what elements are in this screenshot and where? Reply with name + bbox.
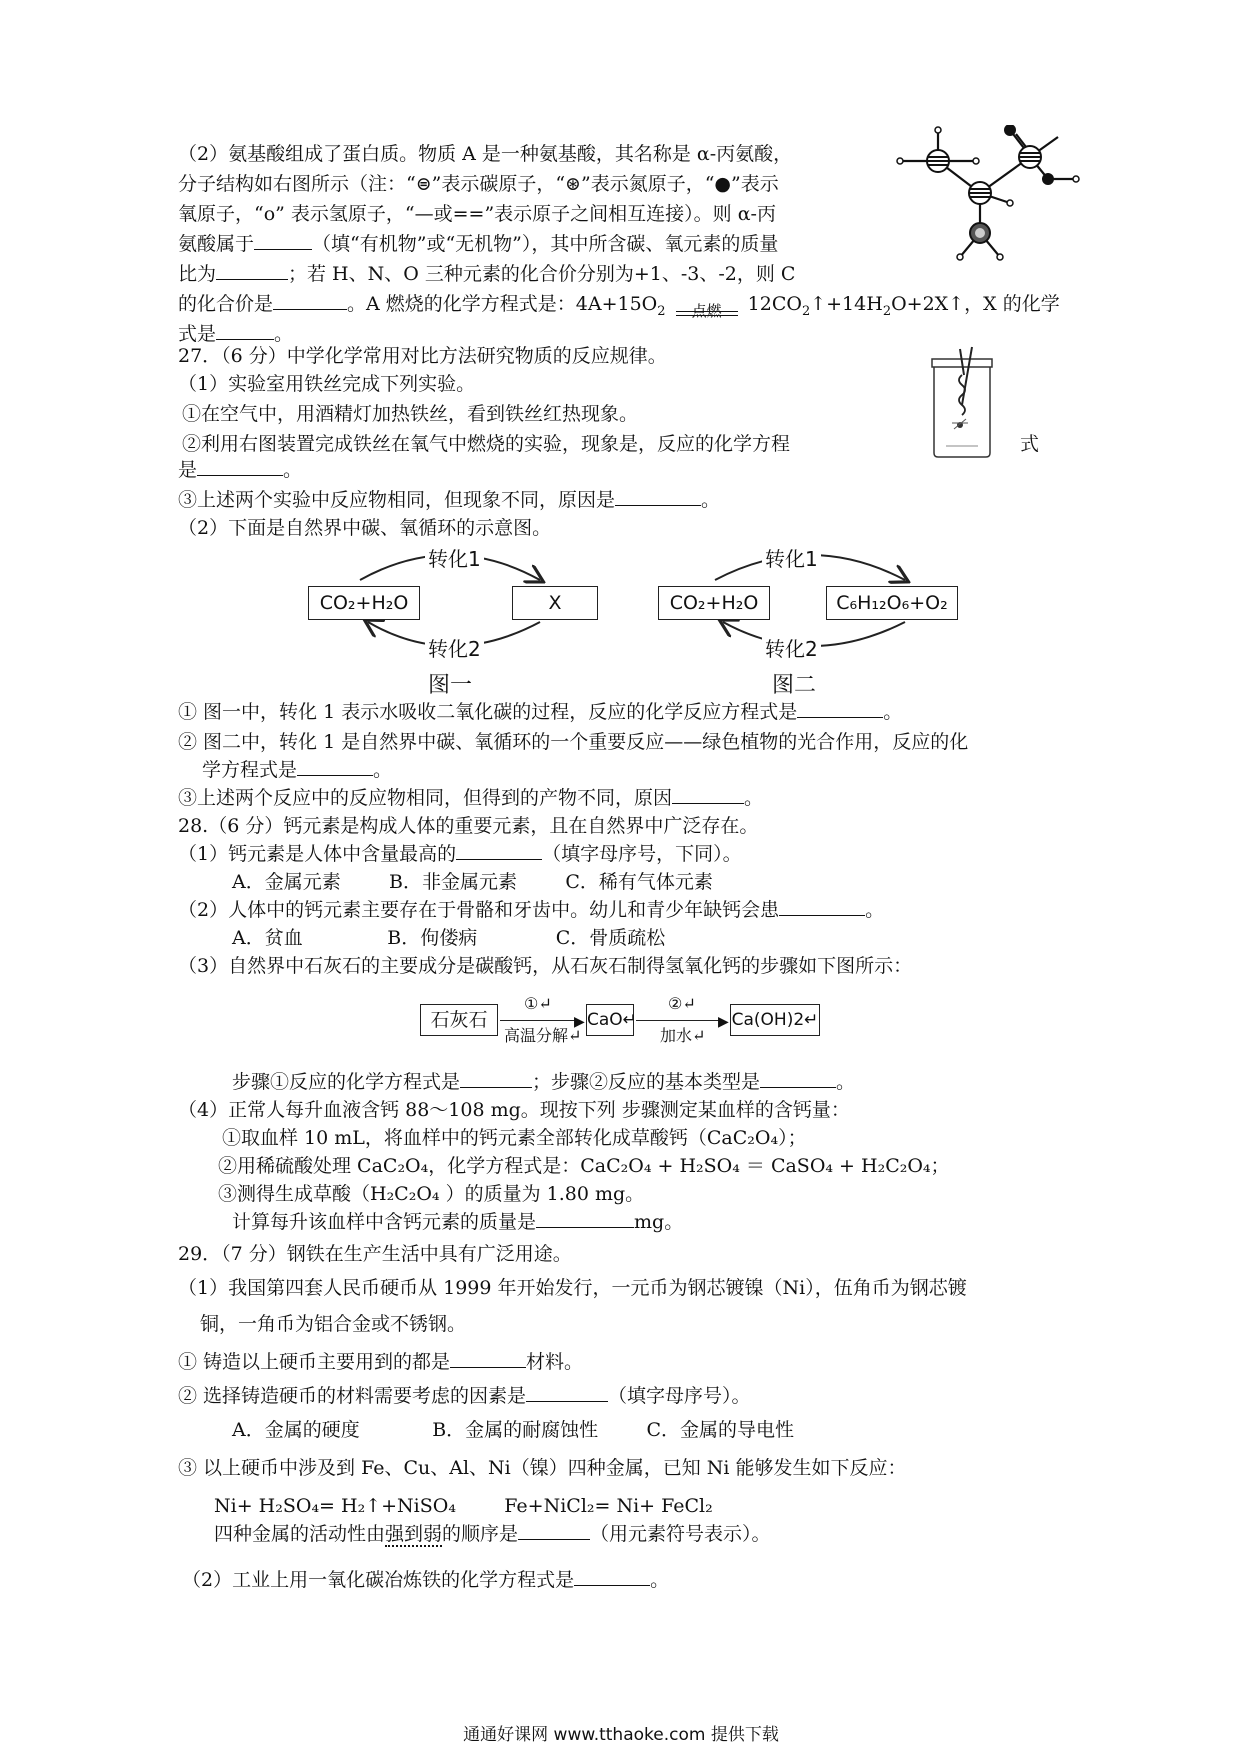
q28-p3-steps-a: 步骤①反应的化学方程式是 xyxy=(232,1071,461,1093)
arrow-right-icon: ▶ xyxy=(718,1014,729,1030)
answer-blank[interactable] xyxy=(456,841,542,860)
q29-s1-a: ① 铸造以上硬币主要用到的都是 xyxy=(178,1351,451,1373)
hydrogen-atom-icon xyxy=(957,254,963,260)
q27-s2b-a: 学方程式是 xyxy=(202,759,298,781)
equal-line-top xyxy=(676,311,738,312)
q27-s2: ② 图二中，转化 1 是自然界中碳、氧循环的一个重要反应——绿色植物的光合作用，反应的化 xyxy=(178,731,969,753)
q28-head: 28.（6 分）钙元素是构成人体的重要元素，且在自然界中广泛存在。 xyxy=(178,815,759,837)
q26-line5-b: ；若 H、N、O 三种元素的化合价分别为+1、-3、-2，则 C xyxy=(288,263,796,285)
flow-box-caoh2: Ca(OH)2↵ xyxy=(730,1004,820,1036)
q26-line4-a: 氨酸属于 xyxy=(178,233,255,255)
flow-box-cao: CaO↵ xyxy=(586,1004,634,1036)
q29-s1-b: 材料。 xyxy=(526,1351,584,1373)
q26-line4-b: （填“有机物”或“无机物”），其中所含碳、氧元素的质量 xyxy=(312,233,779,255)
q26-line6-e: ↑+14H xyxy=(810,293,883,315)
carbon-atom-icon xyxy=(969,182,991,204)
q29-s2 xyxy=(178,1383,751,1409)
answer-blank[interactable] xyxy=(672,785,744,804)
q28-p1 xyxy=(178,841,742,867)
q27-p1c-a: ③上述两个实验中反应物相同，但现象不同，原因是 xyxy=(178,489,616,511)
q27-s1-b: 。 xyxy=(883,701,903,723)
flow-step1-top: ①↵ xyxy=(524,994,552,1013)
q27-p1b-tail: 式 xyxy=(1020,433,1040,455)
q28-p4: （4）正常人每升血液含钙 88～108 mg。现按下列 步骤测定某血样的含钙量： xyxy=(178,1099,850,1121)
q27-s1 xyxy=(178,699,902,725)
answer-blank[interactable] xyxy=(779,897,865,916)
q29-s2-options: A．金属的硬度 B．金属的耐腐蚀性 C．金属的导电性 xyxy=(232,1419,795,1441)
q29-p2-a: （2）工业上用一氧化碳冶炼铁的化学方程式是 xyxy=(182,1569,575,1591)
carbon-atom-icon xyxy=(927,150,949,172)
q28-p3: （3）自然界中石灰石的主要成分是碳酸钙，从石灰石制得氢氧化钙的步骤如下图所示： xyxy=(178,955,913,977)
q28-p2 xyxy=(178,897,884,923)
carbon-atom-icon xyxy=(1019,146,1041,168)
q28-p4d-b: mg。 xyxy=(634,1211,684,1233)
flow-step2-bottom: 加水↵ xyxy=(660,1026,706,1045)
q26-line3: 氧原子，“o” 表示氢原子，“—或==”表示原子之间相互连接）。则 α-丙 xyxy=(178,203,776,225)
flow-step1-bottom: 高温分解↵ xyxy=(504,1026,582,1045)
q29-p2 xyxy=(182,1567,669,1593)
q26-line6-f: O+2X↑，X 的化学 xyxy=(891,293,1060,315)
q27-p1: （1）实验室用铁丝完成下列实验。 xyxy=(178,373,476,395)
hydrogen-atom-icon xyxy=(1073,176,1079,182)
q26-line6-b: 。A 燃烧的化学方程式是：4A+15O xyxy=(347,293,658,315)
fig1-left-box: CO₂+H₂O xyxy=(308,586,420,620)
fig1-bottom-label: 转化2 xyxy=(425,633,484,662)
fig2-right-box: C₆H₁₂O₆+O₂ xyxy=(826,586,958,620)
q29-p1: （1）我国第四套人民币硬币从 1999 年开始发行，一元币为钢芯镀镍（Ni），伍角币为钢芯镀 xyxy=(178,1277,967,1299)
answer-blank[interactable] xyxy=(797,699,883,718)
hydrogen-atom-icon xyxy=(997,254,1003,260)
q29-p1b: 铜，一角币为铝合金或不锈钢。 xyxy=(200,1313,467,1335)
answer-blank[interactable] xyxy=(297,757,373,776)
q26-line2: 分子结构如右图所示（注：“⊜”表示碳原子，“⊛”表示氮原子，“●”表示 xyxy=(178,173,779,195)
fig1-top-label: 转化1 xyxy=(425,543,484,572)
hydrogen-atom-icon xyxy=(897,158,903,164)
flow-box-limestone: 石灰石 xyxy=(420,1004,498,1036)
nitrogen-atom-icon xyxy=(970,223,990,243)
q27-p1b2-a: 是 xyxy=(178,459,198,481)
arrow-right-icon: ▶ xyxy=(574,1014,585,1030)
q27-p1b2-b: 。 xyxy=(283,459,303,481)
q26-line6-a: 的化合价是 xyxy=(178,293,274,315)
q27-head: 27．（6 分）中学化学常用对比方法研究物质的反应规律。 xyxy=(178,345,667,367)
q26-line5-a: 比为 xyxy=(178,263,217,285)
page-footer: 通通好课网 www.tthaoke.com 提供下载 xyxy=(463,1725,779,1745)
q27-s3-b: 。 xyxy=(744,787,764,809)
answer-blank[interactable] xyxy=(216,321,274,340)
answer-blank[interactable] xyxy=(526,1383,608,1402)
oxygen-atom-icon xyxy=(1042,173,1054,185)
q28-p2-b: 。 xyxy=(865,899,885,921)
q28-p2-a: （2）人体中的钙元素主要存在于骨骼和牙齿中。幼儿和青少年缺钙会患 xyxy=(178,899,780,921)
answer-blank[interactable] xyxy=(536,1209,634,1228)
q27-p1c xyxy=(178,487,720,513)
answer-blank[interactable] xyxy=(273,291,347,310)
q29-s3: ③ 以上硬币中涉及到 Fe、Cu、Al、Ni（镍）四种金属，已知 Ni 能够发生如下反应： xyxy=(178,1457,907,1479)
q27-p1b: ②利用右图装置完成铁丝在氧气中燃烧的实验，现象是，反应的化学方程 xyxy=(182,433,791,455)
ignite-label: 点燃 xyxy=(691,302,722,320)
fig2-top-label: 转化1 xyxy=(762,543,821,572)
q29-s2-a: ② 选择铸造硬币的材料需要考虑的因素是 xyxy=(178,1385,527,1407)
answer-blank[interactable] xyxy=(450,1349,526,1368)
q27-s2b-b: 。 xyxy=(373,759,393,781)
hydrogen-atom-icon xyxy=(973,158,979,164)
q27-s1-a: ① 图一中，转化 1 表示水吸收二氧化碳的过程，反应的化学反应方程式是 xyxy=(178,701,798,723)
q28-p4d xyxy=(232,1209,683,1235)
q26-line4 xyxy=(178,231,778,257)
q27-s3 xyxy=(178,785,763,811)
q29-emphasis: 强到弱 xyxy=(385,1523,443,1545)
q29-s3b-c: （用元素符号表示）。 xyxy=(590,1523,771,1545)
q29-head: 29．（7 分）钢铁在生产生活中具有广泛用途。 xyxy=(178,1243,572,1265)
q27-s2b xyxy=(202,757,392,783)
flow-step2-top: ②↵ xyxy=(668,994,696,1013)
gas-jar-iron-wire-icon xyxy=(920,345,1010,460)
alanine-molecule-diagram xyxy=(890,125,1080,265)
answer-blank[interactable] xyxy=(760,1069,836,1088)
q29-s2-b: （填字母序号）。 xyxy=(608,1385,751,1407)
q28-p1-options: A．金属元素 B．非金属元素 C．稀有气体元素 xyxy=(232,871,713,893)
q27-p1c-b: 。 xyxy=(701,489,721,511)
ignite-condition xyxy=(676,291,738,318)
q28-p1-b: （填字母序号，下同）。 xyxy=(542,843,742,865)
q29-s1 xyxy=(178,1349,583,1375)
q27-p2: （2）下面是自然界中碳、氧循环的示意图。 xyxy=(178,517,552,539)
flow-arrow-2 xyxy=(636,1020,724,1021)
q26-line1: （2）氨基酸组成了蛋白质。物质 A 是一种氨基酸，其名称是 α-丙氨酸， xyxy=(178,143,793,165)
q29-equations: Ni+ H₂SO₄= H₂↑+NiSO₄ Fe+NiCl₂= Ni+ FeCl₂ xyxy=(214,1495,713,1517)
answer-blank[interactable] xyxy=(518,1521,590,1540)
fig1-right-box: X xyxy=(512,586,598,620)
q29-s3b-b: 的顺序是 xyxy=(442,1523,519,1545)
q28-p3-steps-c: 。 xyxy=(836,1071,856,1093)
fig2-bottom-label: 转化2 xyxy=(762,633,821,662)
fig2-left-box: CO₂+H₂O xyxy=(658,586,770,620)
q27-s3-a: ③上述两个反应中的反应物相同，但得到的产物不同，原因 xyxy=(178,787,673,809)
q26-line7-b: 。 xyxy=(274,323,294,345)
q28-p4a: ①取血样 10 mL，将血样中的钙元素全部转化成草酸钙（CaC₂O₄）； xyxy=(222,1127,807,1149)
hydrogen-atom-icon xyxy=(935,127,941,133)
hydrogen-atom-icon xyxy=(1007,200,1013,206)
q26-line6-d: 12CO xyxy=(747,293,802,315)
q29-p2-b: 。 xyxy=(650,1569,670,1591)
q29-s3b xyxy=(214,1521,771,1547)
q26-line7-a: 式是 xyxy=(178,323,217,345)
answer-blank[interactable] xyxy=(197,457,283,476)
flow-arrow-1 xyxy=(500,1020,580,1021)
q28-p2-options: A．贫血 B．佝偻病 C．骨质疏松 xyxy=(232,927,666,949)
equal-line-bottom xyxy=(676,315,738,316)
q28-p3-steps-b: ；步骤②反应的基本类型是 xyxy=(532,1071,761,1093)
q29-s3b-a: 四种金属的活动性由 xyxy=(214,1523,386,1545)
q28-p1-a: （1）钙元素是人体中含量最高的 xyxy=(178,843,457,865)
q28-p3-steps xyxy=(232,1069,855,1095)
fig2-caption: 图二 xyxy=(772,673,817,698)
fig1-caption: 图一 xyxy=(428,673,473,698)
answer-blank[interactable] xyxy=(615,487,701,506)
q28-p4b: ②用稀硫酸处理 CaC₂O₄，化学方程式是：CaC₂O₄ + H₂SO₄ ＝ CaSO₄ + H₂C₂O₄； xyxy=(218,1155,950,1177)
q28-p4c: ③测得生成草酸（H₂C₂O₄ ）的质量为 1.80 mg。 xyxy=(218,1183,645,1205)
q26-line6: 的化合价是 。A 燃烧的化学方程式是：$4A+15O_2$ $_{点燃}$ $12CO_2↑+14H_2O+2X↑$，X 的化学 xyxy=(178,293,1060,320)
q27-p1b2 xyxy=(178,457,302,483)
answer-blank[interactable] xyxy=(254,231,312,250)
answer-blank[interactable] xyxy=(574,1567,650,1586)
answer-blank[interactable] xyxy=(460,1069,532,1088)
q27-p1a: ①在空气中，用酒精灯加热铁丝，看到铁丝红热现象。 xyxy=(182,403,639,425)
answer-blank[interactable] xyxy=(216,261,288,280)
q26-line5 xyxy=(178,261,795,287)
q28-p4d-a: 计算每升该血样中含钙元素的质量是 xyxy=(232,1211,537,1233)
